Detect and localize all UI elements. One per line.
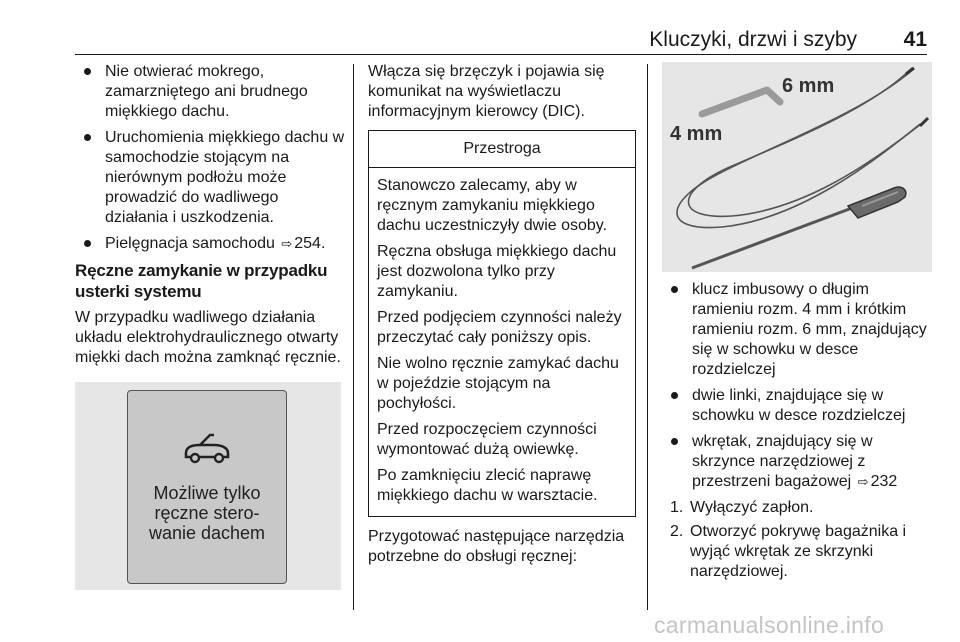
- page-ref-arrow-icon: ⇨: [857, 474, 869, 489]
- dic-message: [128, 483, 286, 543]
- list-item: Nie otwierać mokrego, zamarzniętego ani brudnego miękkiego dachu.: [75, 62, 345, 122]
- warning-box: [368, 130, 636, 517]
- allen-key-icon: [702, 90, 780, 114]
- section-heading: Ręczne zamykanie w przypadku usterki systemu: [75, 261, 328, 301]
- tools-figure: [662, 62, 932, 272]
- convertible-car-icon: [180, 431, 234, 467]
- watermark: carmanualsonline.info: [654, 612, 885, 638]
- step-number: 2.: [670, 523, 684, 540]
- steps-list: [662, 498, 934, 582]
- warning-paragraph: Ręczna obsługa miękkiego dachu jest dozwolona tylko przy zamykaniu.: [377, 243, 617, 300]
- list-item: [75, 234, 345, 254]
- list-item: Uruchomienia miękkiego dachu w samochodzie stojącym na nierównym podłożu może prowadzić do wadliwego działania i uszkodzenia.: [75, 128, 345, 228]
- step-text: Wyłączyć zapłon.: [690, 499, 814, 516]
- dic-message-line: ręczne stero-: [154, 503, 260, 523]
- warning-paragraph: Po zamknięciu zlecić naprawę miękkiego dachu w warsztacie.: [377, 467, 598, 504]
- dic-display-panel: [127, 390, 287, 584]
- list-item: dwie linki, znajdujące się w schowku w desce rozdzielczej: [662, 386, 934, 426]
- page-number: 41: [903, 28, 927, 51]
- step-text: Otworzyć pokrywę bagażnika i wyjąć wkrętak ze skrzynki narzędziowej.: [690, 523, 907, 580]
- section-title: Kluczyki, drzwi i szyby: [649, 28, 857, 51]
- column-middle: [368, 62, 636, 573]
- warning-paragraph: Przed podjęciem czynności należy przeczytać cały poniższy opis.: [377, 309, 622, 346]
- warning-body: [369, 168, 635, 516]
- column-left: [75, 62, 345, 590]
- body-paragraph: W przypadku wadliwego działania układu elektrohydraulicznego otwarty miękki dach można zamknąć ręcznie.: [75, 309, 341, 366]
- warning-paragraph: Nie wolno ręcznie zamykać dachu w pojeździe stojącym na pochyłości.: [377, 355, 619, 412]
- label-6mm: 6 mm: [782, 75, 835, 97]
- list-item: [662, 432, 934, 492]
- bullet-list: [75, 62, 345, 254]
- page-ref-link[interactable]: 232: [870, 473, 898, 490]
- column-divider: [647, 64, 648, 610]
- dic-message-line: Możliwe tylko: [153, 483, 261, 503]
- warning-title: Przestroga: [369, 131, 635, 168]
- list-item: klucz imbusowy o długim ramieniu rozm. 4 mm i krótkim ramieniu rozm. 6 mm, znajdujący się w schowku w desce rozdzielczej: [662, 280, 934, 380]
- bullet-list: [662, 280, 934, 492]
- label-4mm: 4 mm: [670, 123, 723, 145]
- warning-paragraph: Stanowczo zalecamy, aby w ręcznym zamykaniu miękkiego dachu uczestniczyły dwie osoby.: [377, 177, 608, 234]
- tools-illustration: [662, 62, 932, 272]
- step-item: [662, 498, 934, 518]
- dic-message-figure: [75, 382, 341, 590]
- page-ref-link[interactable]: 254.: [294, 235, 326, 252]
- step-item: [662, 522, 934, 582]
- column-divider: [353, 64, 354, 610]
- step-number: 1.: [670, 499, 684, 516]
- column-right: [662, 62, 934, 586]
- page-header: [75, 28, 927, 55]
- list-item-text: Pielęgnacja samochodu: [105, 235, 275, 252]
- page-ref-arrow-icon: ⇨: [281, 236, 293, 251]
- warning-paragraph: Przed rozpoczęciem czynności wymontować dużą owiewkę.: [377, 421, 597, 458]
- body-paragraph: Przygotować następujące narzędzia potrzebne do obsługi ręcznej:: [368, 528, 625, 565]
- dic-message-line: wanie dachem: [148, 523, 266, 543]
- body-paragraph: Włącza się brzęczyk i pojawia się komunikat na wyświetlaczu informacyjnym kierowcy (DIC).: [368, 63, 605, 120]
- list-item-text: wkrętak, znajdujący się w skrzynce narzędziowej z przestrzeni bagażowej: [692, 433, 873, 490]
